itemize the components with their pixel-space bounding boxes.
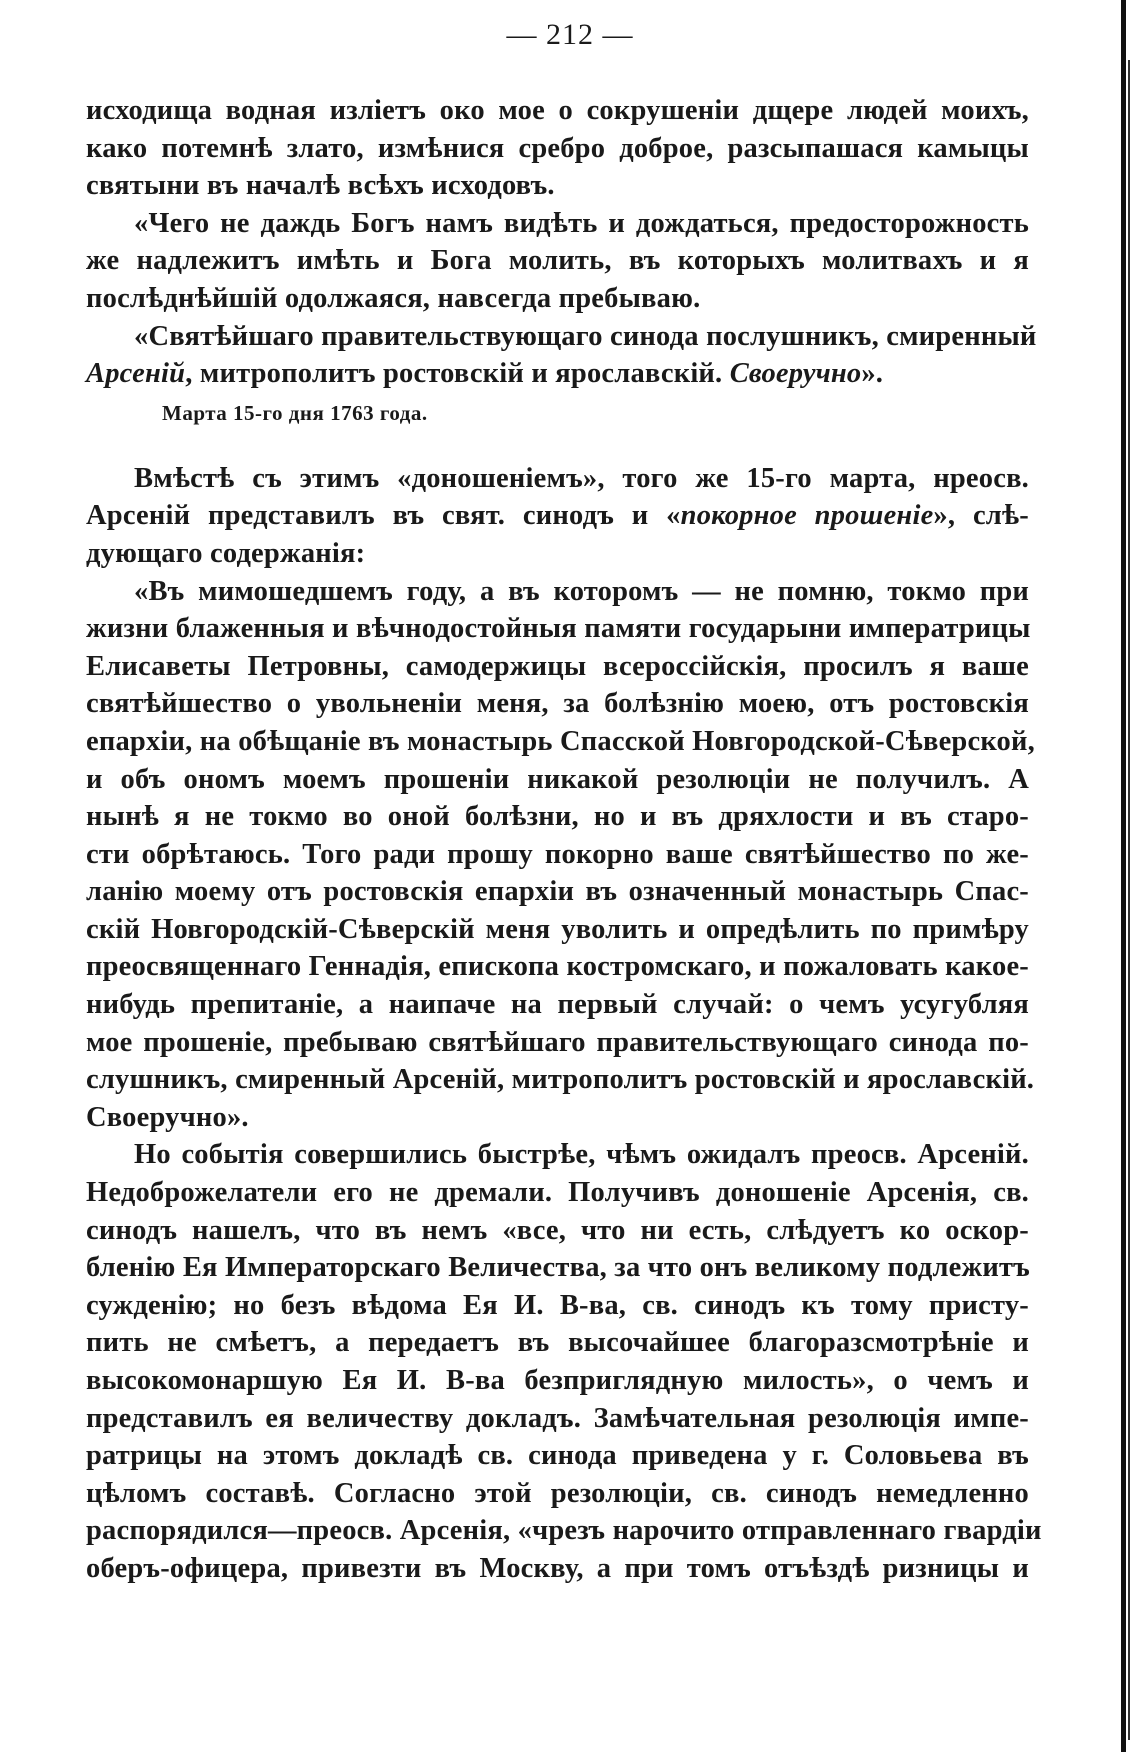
text-line: же надлежитъ имѣть и Бога молить, въ которыхъ молитвахъ и я	[86, 245, 1029, 277]
paragraph-4	[86, 460, 1029, 573]
text-line: нибудь препитаніе, а наипаче на первый случай: о чемъ усугубляя	[86, 989, 1029, 1021]
text-line: жизни блаженныя и вѣчнодостойныя памяти государыни императрицы	[86, 613, 1031, 645]
text-line: нынѣ я не токмо во оной болѣзни, но и въ дряхлости и въ старо-	[86, 801, 1029, 833]
text-line: оберъ-офицера, привезти въ Москву, а при томъ отъѣздѣ ризницы и	[86, 1552, 1029, 1584]
text-line: «Святѣйшаго правительствующаго синода послушникъ, смиренный	[134, 320, 1037, 352]
text-line: преосвященнаго Геннадія, епископа костромскаго, и пожаловать какое-	[86, 951, 1029, 983]
text-fragment: Арсеній представилъ въ свят. синодъ и «	[86, 500, 681, 532]
text-line: святыни въ началѣ всѣхъ исходовъ.	[86, 170, 555, 202]
text-line: Вмѣстѣ съ этимъ «доношеніемъ», того же 15-го марта, нреосв.	[134, 462, 1029, 494]
text-line: скій Новгородскій-Сѣверскій меня уволить и опредѣлить по примѣру	[86, 913, 1029, 945]
text-line: епархіи, на обѣщаніе въ монастырь Спасской Новгородской-Сѣверской,	[86, 725, 1035, 757]
text-line: сти обрѣтаюсь. Того ради прошу покорно ваше святѣйшество по же-	[86, 838, 1029, 870]
paragraph-1	[86, 92, 1029, 205]
text-line: пить не смѣетъ, а передаетъ въ высочайшее благоразсмотрѣніе и	[86, 1327, 1029, 1359]
signature-line	[86, 355, 1029, 393]
signature-autograph: Своеручно	[729, 358, 862, 390]
text-line: бленію Ея Императорскаго Величества, за что онъ великому подлежитъ	[86, 1252, 1031, 1284]
paragraph-5	[86, 573, 1035, 1137]
text-line: исходища водная изліетъ око мое о сокрушеніи дщере людей моихъ,	[86, 95, 1029, 126]
text-line: распорядился—преосв. Арсенія, «чрезъ нарочито отправленнаго гвардіи	[86, 1515, 1042, 1547]
page-edge-shadow	[1121, 0, 1126, 1752]
text-line: высокомонаршую Ея И. В-ва безприглядную милость», о чемъ и	[86, 1365, 1029, 1396]
signature-title: , митрополитъ ростовскій и ярославскій.	[185, 358, 730, 390]
signature-name: Арсеній	[86, 358, 186, 390]
page-number: — 212 —	[506, 18, 634, 51]
text-line: представилъ ея величеству докладъ. Замѣчательная резолюція импе-	[86, 1402, 1029, 1434]
text-line: мое прошеніе, пребываю святѣйшаго правительствующаго синода по-	[86, 1026, 1029, 1058]
body-text	[86, 92, 1042, 1588]
text-line: синодъ нашелъ, что въ немъ «все, что ни есть, слѣдуетъ ко оскор-	[86, 1214, 1029, 1246]
text-line: ратрицы на этомъ докладѣ св. синода приведена у г. Соловьева въ	[86, 1440, 1029, 1472]
text-line-with-italic	[86, 497, 1029, 535]
text-line: дующаго содержанія:	[86, 537, 366, 569]
text-line: святѣйшество о увольненіи меня, за болѣзнію моею, отъ ростовскія	[86, 688, 1029, 720]
text-line: цѣломъ составѣ. Согласно этой резолюціи, св. синодъ немедленно	[86, 1477, 1029, 1509]
text-line: послѣднѣйшій одолжаяся, навсегда пребываю.	[86, 282, 701, 314]
text-line: и объ ономъ моемъ прошеніи никакой резолюціи не получилъ. А	[86, 763, 1029, 795]
text-line: «Чего не даждь Богъ намъ видѣть и дождаться, предосторожность	[134, 207, 1029, 239]
paragraph-2	[86, 205, 1029, 318]
signature-end: ».	[861, 358, 884, 390]
text-line: Своеручно».	[86, 1101, 249, 1133]
text-line: како потемнѣ злато, измѣнися сребро доброе, разсыпашася камыцы	[86, 132, 1029, 164]
italic-title: покорное прошеніе	[680, 500, 934, 532]
paragraph-6	[86, 1136, 1042, 1587]
paragraph-3	[86, 318, 1037, 393]
text-line: слушникъ, смиренный Арсеній, митрополитъ ростовскій и ярославскій.	[86, 1064, 1035, 1096]
text-line: Недоброжелатели его не дремали. Получивъ доношеніе Арсенія, св.	[86, 1177, 1029, 1209]
page-edge-shadow-inner	[1128, 60, 1130, 1740]
section-gap	[86, 432, 1029, 460]
text-line: ланію моему отъ ростовскія епархіи въ означенный монастырь Спас-	[86, 876, 1029, 908]
text-line: Но событія совершились быстрѣе, чѣмъ ожидалъ преосв. Арсеній.	[134, 1139, 1029, 1171]
text-fragment: », слѣ-	[933, 500, 1029, 532]
text-line: Елисаветы Петровны, самодержицы всероссійскія, просилъ я ваше	[86, 650, 1029, 682]
text-line: «Въ мимошедшемъ году, а въ которомъ — не помню, токмо при	[134, 575, 1029, 607]
text-line: сужденію; но безъ вѣдома Ея И. В-ва, св. синодъ къ тому присту-	[86, 1289, 1029, 1321]
letter-date: Марта 15-го дня 1763 года.	[162, 400, 428, 425]
